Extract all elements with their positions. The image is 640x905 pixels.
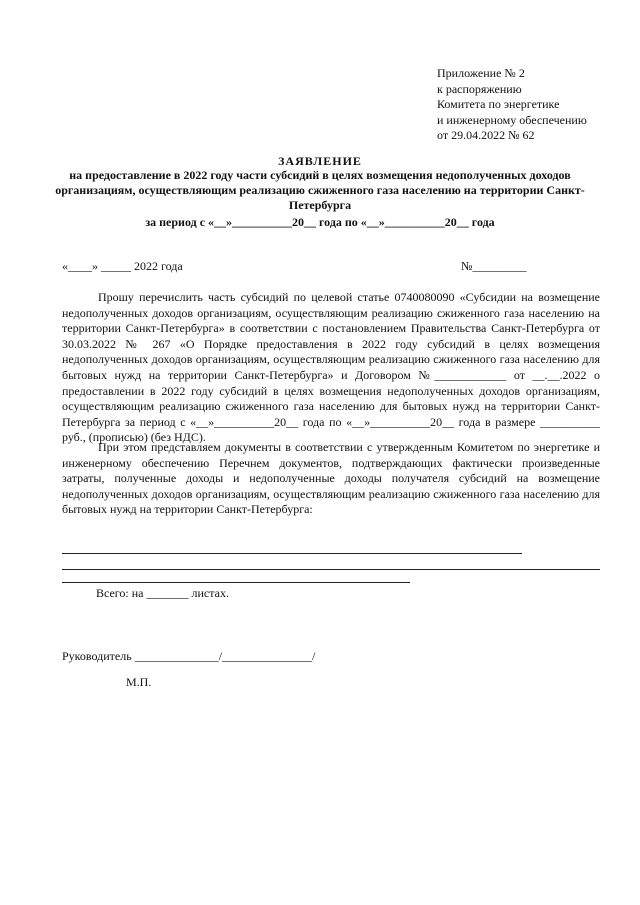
period-line: за период с «__»__________20__ года по «__»__________20__ года [145,215,495,229]
blank-line [62,553,522,554]
blank-line [62,569,600,570]
signature-line: Руководитель ______________/_______________/ [62,649,316,663]
annex-line: Приложение № 2 [437,66,525,80]
request-paragraph: Прошу перечислить часть субсидий по целевой статье 0740080090 «Субсидии на возмещение недополученных доходов организациям, осуществляющим реализацию сжиженного газа населению на территории Санкт-Петербурга» в соответствии с постановлением Правительства Санкт-Петербурга от 30.03.2022 № 267 «О Порядке предоставления в 2022 году субсидий в целях возмещения недополученных доходов организациям, осуществляющим реализацию сжиженного газа населению для бытовых нужд на территории Санкт-Петербурга» и Договором №____________ от __.__.2022 о предоставлении в 2022 году субсидий в целях возмещения недополученных доходов организациям, осуществляющим реализацию сжиженного газа населению для бытовых нужд на территории Санкт-Петербурга за период с «__»__________20__ года по «__»__________20__ года в размере __________ руб., (прописью) (без НДС). [62,290,600,445]
date-field: «____» _____ 2022 года [62,259,183,273]
total-sheets: Всего: на _______ листах. [96,586,229,600]
annex-line: к распоряжению [437,81,522,96]
annex-block [437,66,587,144]
number-field: №_________ [461,259,527,273]
stamp-place: М.П. [126,675,152,689]
annex-line: и инженерному обеспечению [437,112,587,127]
document-subtitle: на предоставление в 2022 году части субсидий в целях возмещения недополученных доходов организациям, осуществляющим реализацию сжиженного газа населению на территории Санкт-Петербурга [55,168,585,212]
blank-line [62,582,410,583]
documents-paragraph: При этом представляем документы в соответствии с утвержденным Комитетом по энергетике и инженерному обеспечению Перечнем документов, подтверждающих фактически произведенные затраты, полученные доходы и недополученные доходы получателя субсидий на возмещение недополученных доходов организациям, осуществляющим реализацию сжиженного газа населению для бытовых нужд на территории Санкт-Петербурга: [62,440,600,517]
annex-line: от 29.04.2022 № 62 [437,128,535,143]
annex-line: Комитета по энергетике [437,97,560,112]
document-heading: ЗАЯВЛЕНИЕ [278,154,362,168]
